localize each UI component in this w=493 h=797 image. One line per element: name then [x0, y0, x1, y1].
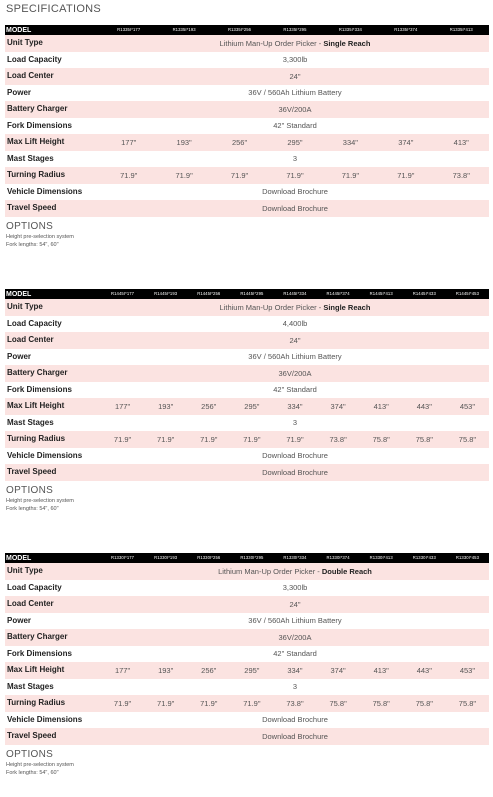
- spec-value: [101, 151, 489, 168]
- spec-row: [5, 695, 489, 712]
- spec-value-text: 3: [292, 154, 298, 163]
- spec-label: Travel Speed: [5, 464, 101, 481]
- spec-value: [101, 52, 489, 69]
- spec-row: [5, 200, 489, 217]
- spec-label: Load Center: [5, 68, 101, 85]
- options-heading: OPTIONS: [6, 748, 54, 760]
- spec-label: Battery Charger: [5, 101, 101, 118]
- spec-row: [5, 415, 489, 432]
- spec-cell: 75.8": [446, 431, 489, 448]
- spec-label: Battery Charger: [5, 365, 101, 382]
- spec-label: Mast Stages: [7, 417, 54, 427]
- spec-label: Max Lift Height: [5, 134, 101, 151]
- spec-table: [5, 289, 489, 481]
- spec-cell: 71.9": [267, 167, 322, 184]
- spec-label: Power: [7, 351, 32, 361]
- spec-cell: 453": [446, 662, 489, 679]
- spec-value: [101, 464, 489, 481]
- spec-block: [5, 289, 489, 513]
- spec-label: Max Lift Height: [5, 662, 101, 679]
- spec-value-text: 42" Standard: [273, 121, 317, 130]
- spec-label: Turning Radius: [5, 431, 101, 448]
- spec-label: Vehicle Dimensions: [7, 450, 83, 460]
- spec-row: [5, 679, 489, 696]
- spec-label: Vehicle Dimensions: [7, 714, 83, 724]
- spec-row: [5, 662, 489, 679]
- spec-cell: 193": [144, 398, 187, 415]
- spec-label: Unit Type: [5, 563, 101, 580]
- spec-label: Turning Radius: [5, 695, 101, 712]
- model-header-row: [5, 289, 489, 299]
- spec-cell: 71.9": [323, 167, 378, 184]
- spec-row: [5, 431, 489, 448]
- spec-value: [101, 332, 489, 349]
- spec-label: Unit Type: [5, 35, 101, 52]
- spec-row: [5, 184, 489, 201]
- spec-cell: 256": [187, 398, 230, 415]
- model-number: R1445I*256: [187, 289, 230, 299]
- spec-row: [5, 448, 489, 465]
- spec-cell: 177": [101, 134, 156, 151]
- spec-value: [101, 118, 489, 135]
- spec-row: [5, 563, 489, 580]
- spec-value: [101, 365, 489, 382]
- spec-cell: 71.9": [378, 167, 433, 184]
- model-number: R1335I*177: [101, 25, 156, 35]
- spec-label: Power: [7, 87, 32, 97]
- model-number: R1330I*413: [360, 553, 403, 563]
- spec-value-text: Lithium Man-Up Order Picker -: [218, 566, 322, 576]
- spec-cell: 71.9": [212, 167, 267, 184]
- spec-cell: 71.9": [156, 167, 211, 184]
- spec-row: [5, 596, 489, 613]
- spec-table: [5, 553, 489, 745]
- spec-block: [5, 553, 489, 777]
- spec-cell: 256": [212, 134, 267, 151]
- spec-value-text: Download Brochure: [262, 451, 328, 460]
- spec-row: [5, 134, 489, 151]
- spec-row: [5, 382, 489, 399]
- spec-cell: 71.9": [187, 431, 230, 448]
- spec-cell: 71.9": [230, 431, 273, 448]
- model-number: R1330I*193: [144, 553, 187, 563]
- spec-label: Battery Charger: [5, 629, 101, 646]
- model-number: R1330I*453: [446, 553, 489, 563]
- spec-row: [5, 35, 489, 52]
- spec-row: [5, 332, 489, 349]
- spec-cell: 71.9": [187, 695, 230, 712]
- spec-cell: 73.8": [273, 695, 316, 712]
- spec-value: [101, 596, 489, 613]
- spec-label: Unit Type: [5, 299, 101, 316]
- spec-label: Mast Stages: [7, 153, 54, 163]
- spec-row: [5, 167, 489, 184]
- spec-value-text: Download Brochure: [262, 731, 328, 741]
- spec-table: [5, 25, 489, 217]
- spec-label: Travel Speed: [5, 200, 101, 217]
- spec-block: [5, 25, 489, 249]
- spec-value-text: 36V / 560Ah Lithium Battery: [248, 616, 342, 625]
- spec-label: Turning Radius: [5, 167, 101, 184]
- spec-cell: 295": [230, 662, 273, 679]
- spec-cell: 295": [230, 398, 273, 415]
- spec-cell: 71.9": [230, 695, 273, 712]
- spec-row: [5, 464, 489, 481]
- option-item: Height pre-selection system: [6, 761, 74, 768]
- spec-value-text: Download Brochure: [262, 203, 328, 213]
- model-number: R1445I*374: [317, 289, 360, 299]
- spec-value-text: 4,400lb: [282, 319, 308, 328]
- model-number: R1335I*334: [323, 25, 378, 35]
- spec-cell: 193": [156, 134, 211, 151]
- model-number: R1330I*295: [230, 553, 273, 563]
- spec-cell: 75.8": [360, 431, 403, 448]
- spec-label: Power: [7, 615, 32, 625]
- spec-row: [5, 349, 489, 366]
- spec-label: Fork Dimensions: [7, 384, 72, 394]
- spec-value: [101, 728, 489, 745]
- spec-value-text: Download Brochure: [262, 187, 328, 196]
- spec-value-text: 3: [292, 682, 298, 691]
- spec-cell: 453": [446, 398, 489, 415]
- model-number: R1335I*256: [212, 25, 267, 35]
- spec-row: [5, 712, 489, 729]
- spec-row: [5, 101, 489, 118]
- spec-value-text: Lithium Man-Up Order Picker -: [219, 302, 324, 312]
- spec-value-bold: Double Reach: [321, 566, 372, 576]
- spec-value: [101, 349, 489, 366]
- spec-cell: 413": [360, 398, 403, 415]
- spec-row: [5, 316, 489, 333]
- spec-value: [101, 85, 489, 102]
- spec-value-bold: Single Reach: [323, 38, 371, 48]
- spec-row: [5, 85, 489, 102]
- spec-value-text: 36V / 560Ah Lithium Battery: [248, 352, 342, 361]
- spec-cell: 75.8": [360, 695, 403, 712]
- spec-value: [101, 316, 489, 333]
- spec-value: [101, 613, 489, 630]
- model-number: R1335I*295: [267, 25, 322, 35]
- model-number: R1335I*193: [156, 25, 211, 35]
- spec-label: Load Capacity: [7, 582, 62, 592]
- model-number: R1335I*374: [378, 25, 433, 35]
- spec-cell: 73.8": [434, 167, 489, 184]
- spec-cell: 443": [403, 398, 446, 415]
- spec-value-text: Lithium Man-Up Order Picker -: [219, 38, 324, 48]
- spec-row: [5, 68, 489, 85]
- spec-value-text: 3,300lb: [282, 583, 308, 592]
- spec-row: [5, 728, 489, 745]
- spec-cell: 443": [403, 662, 446, 679]
- page-title: SPECIFICATIONS: [6, 3, 102, 15]
- spec-cell: 256": [187, 662, 230, 679]
- option-item: Fork lengths: 54", 60": [6, 242, 59, 248]
- spec-row: [5, 365, 489, 382]
- spec-value-text: 42" Standard: [273, 385, 317, 394]
- model-number: R1445I*295: [230, 289, 273, 299]
- spec-cell: 177": [101, 398, 144, 415]
- model-number: R1330I*433: [403, 553, 446, 563]
- spec-row: [5, 398, 489, 415]
- model-number: R1335I*413: [434, 25, 489, 35]
- spec-value-text: 36V/200A: [278, 632, 312, 642]
- spec-value: [101, 448, 489, 465]
- spec-label: Load Center: [5, 332, 101, 349]
- model-number: R1330I*177: [101, 553, 144, 563]
- spec-cell: 73.8": [317, 431, 360, 448]
- model-number: R1445I*433: [403, 289, 446, 299]
- spec-label: Fork Dimensions: [7, 648, 72, 658]
- spec-value-text: 24": [289, 71, 301, 81]
- spec-cell: 413": [360, 662, 403, 679]
- spec-cell: 334": [323, 134, 378, 151]
- spec-label: Load Capacity: [7, 54, 62, 64]
- model-number: R1445I*413: [360, 289, 403, 299]
- spec-row: [5, 629, 489, 646]
- model-number: R1445I*177: [101, 289, 144, 299]
- spec-value: [101, 382, 489, 399]
- spec-cell: 193": [144, 662, 187, 679]
- spec-row: [5, 52, 489, 69]
- spec-label: Travel Speed: [5, 728, 101, 745]
- spec-cell: 75.8": [403, 431, 446, 448]
- spec-label: Mast Stages: [7, 681, 54, 691]
- spec-row: [5, 613, 489, 630]
- options-heading: OPTIONS: [6, 220, 54, 232]
- spec-cell: 75.8": [403, 695, 446, 712]
- spec-cell: 334": [273, 398, 316, 415]
- model-number: R1445I*193: [144, 289, 187, 299]
- spec-cell: 374": [378, 134, 433, 151]
- spec-value: [101, 101, 489, 118]
- spec-value: [101, 580, 489, 597]
- spec-value-text: 3,300lb: [282, 55, 308, 64]
- spec-value: [101, 712, 489, 729]
- spec-value-text: Download Brochure: [262, 715, 328, 724]
- model-number: R1330I*256: [187, 553, 230, 563]
- option-item: Fork lengths: 54", 60": [6, 770, 59, 776]
- spec-row: [5, 580, 489, 597]
- spec-value: [101, 629, 489, 646]
- option-item: Fork lengths: 54", 60": [6, 506, 59, 512]
- model-header-label: MODEL: [5, 25, 101, 35]
- spec-row: [5, 646, 489, 663]
- spec-value: [101, 299, 489, 316]
- spec-row: [5, 151, 489, 168]
- spec-value-text: 36V / 560Ah Lithium Battery: [248, 88, 342, 97]
- model-header-row: [5, 25, 489, 35]
- spec-cell: 75.8": [446, 695, 489, 712]
- spec-value-bold: Single Reach: [323, 302, 371, 312]
- spec-label: Vehicle Dimensions: [7, 186, 83, 196]
- spec-label: Max Lift Height: [5, 398, 101, 415]
- model-header-label: MODEL: [5, 289, 101, 299]
- spec-cell: 71.9": [144, 695, 187, 712]
- spec-value-text: 42" Standard: [273, 649, 317, 658]
- spec-value: [101, 200, 489, 217]
- spec-value-text: 24": [289, 599, 301, 609]
- spec-label: Fork Dimensions: [7, 120, 72, 130]
- spec-row: [5, 118, 489, 135]
- spec-cell: 71.9": [144, 431, 187, 448]
- spec-value: [101, 679, 489, 696]
- spec-cell: 374": [317, 398, 360, 415]
- spec-label: Load Capacity: [7, 318, 62, 328]
- model-header-label: MODEL: [5, 553, 101, 563]
- spec-row: [5, 299, 489, 316]
- model-number: R1330I*334: [273, 553, 316, 563]
- option-item: Height pre-selection system: [6, 233, 74, 240]
- spec-cell: 71.9": [273, 431, 316, 448]
- spec-cell: 413": [434, 134, 489, 151]
- options-heading: OPTIONS: [6, 484, 54, 496]
- spec-value: [101, 646, 489, 663]
- model-number: R1445I*334: [273, 289, 316, 299]
- model-header-row: [5, 553, 489, 563]
- model-number: R1330I*374: [317, 553, 360, 563]
- spec-cell: 295": [267, 134, 322, 151]
- spec-cell: 71.9": [101, 695, 144, 712]
- spec-cell: 75.8": [317, 695, 360, 712]
- spec-cell: 177": [101, 662, 144, 679]
- spec-value: [101, 35, 489, 52]
- spec-value-text: 36V/200A: [278, 104, 312, 114]
- spec-value: [101, 184, 489, 201]
- option-item: Height pre-selection system: [6, 497, 74, 504]
- spec-value: [101, 415, 489, 432]
- spec-value-text: 36V/200A: [278, 368, 312, 378]
- spec-label: Load Center: [5, 596, 101, 613]
- model-number: R1445I*453: [446, 289, 489, 299]
- spec-value: [101, 563, 489, 580]
- spec-cell: 71.9": [101, 167, 156, 184]
- spec-value-text: 24": [289, 335, 301, 345]
- spec-cell: 374": [317, 662, 360, 679]
- spec-cell: 71.9": [101, 431, 144, 448]
- spec-cell: 334": [273, 662, 316, 679]
- spec-value-text: 3: [292, 418, 298, 427]
- spec-value-text: Download Brochure: [262, 467, 328, 477]
- spec-value: [101, 68, 489, 85]
